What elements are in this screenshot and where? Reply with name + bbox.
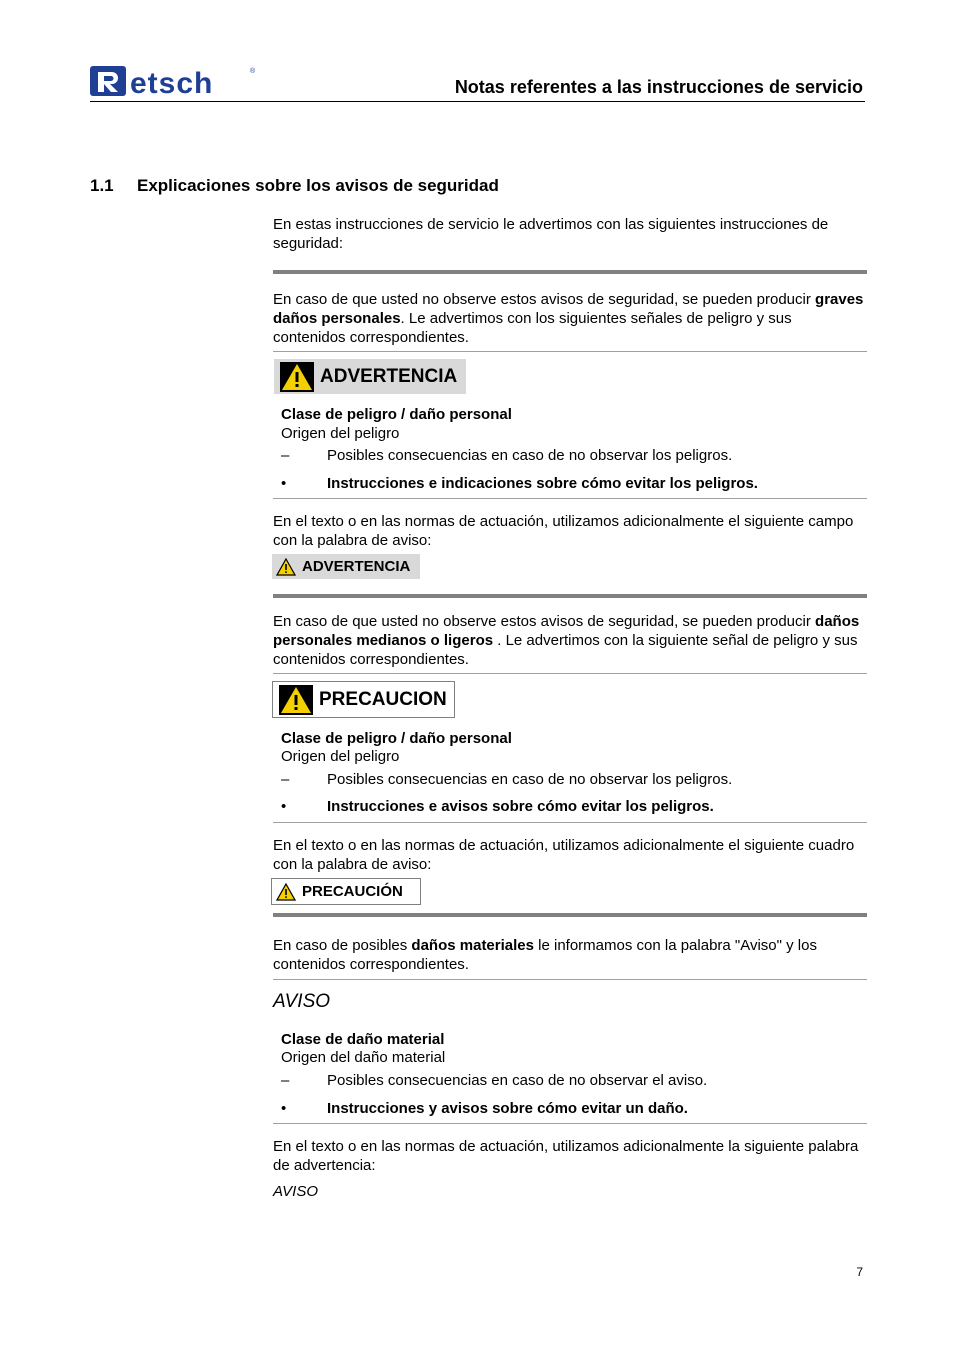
notice-label: AVISO [273, 991, 331, 1012]
warning-intro: En caso de que usted no observe estos avisos de seguridad, se pueden producir graves daños personales. Le advertimos con los siguientes señales de peligro y sus contenidos correspondientes. [273, 291, 864, 346]
warning-origin-label: Origen del peligro [281, 425, 400, 442]
warning-instruction: Instrucciones e indicaciones sobre cómo evitar los peligros. [327, 475, 758, 492]
intro-paragraph: En estas instrucciones de servicio le advertimos con las siguientes instrucciones de seguridad: [273, 216, 829, 252]
dash-marker: – [281, 1072, 290, 1089]
notice-intro: En caso de posibles daños materiales le informamos con la palabra "Aviso" y los contenidos correspondientes. [273, 937, 817, 973]
header-title: Notas referentes a las instrucciones de servicio [454, 77, 863, 97]
warning-badge [274, 359, 466, 394]
notice-class-label: Clase de daño material [281, 1031, 445, 1048]
dash-marker: – [281, 771, 290, 788]
warning-consequence: Posibles consecuencias en caso de no observar los peligros. [327, 447, 733, 464]
bullet-marker: • [281, 475, 287, 492]
bullet-marker: • [281, 798, 287, 815]
page-number: 7 [856, 1265, 863, 1279]
svg-text:®: ® [250, 68, 256, 75]
dash-marker: – [281, 447, 290, 464]
caution-field-text: En el texto o en las normas de actuación, utilizamos adicionalmente el siguiente cuadro con la palabra de aviso: [273, 837, 855, 873]
warning-badge-label: ADVERTENCIA [320, 365, 458, 387]
caution-badge [272, 681, 455, 718]
warning-class-label: Clase de peligro / daño personal [281, 406, 512, 423]
divider-thin [273, 498, 867, 499]
retsch-logo [90, 62, 258, 100]
caution-small-badge [271, 878, 421, 905]
divider-thick [273, 594, 867, 598]
caution-class-label: Clase de peligro / daño personal [281, 730, 512, 747]
notice-small-label: AVISO [273, 1183, 319, 1200]
bullet-marker: • [281, 1100, 287, 1117]
warning-small-badge-label: ADVERTENCIA [302, 558, 411, 575]
divider-thick [273, 270, 867, 274]
svg-text:etsch: etsch [130, 67, 214, 100]
caution-consequence: Posibles consecuencias en caso de no observar los peligros. [327, 771, 733, 788]
divider-thin [273, 673, 867, 674]
warning-triangle-icon [276, 558, 296, 576]
warning-triangle-icon [276, 883, 296, 901]
divider-thin [273, 351, 867, 352]
caution-origin-label: Origen del peligro [281, 748, 400, 765]
warning-triangle-icon [280, 362, 314, 392]
divider-thin [273, 979, 867, 980]
section-title: Explicaciones sobre los avisos de seguridad [137, 176, 499, 195]
section-heading [90, 176, 499, 196]
notice-origin-label: Origen del daño material [281, 1049, 446, 1066]
notice-instruction: Instrucciones y avisos sobre cómo evitar un daño. [327, 1100, 688, 1117]
caution-instruction: Instrucciones e avisos sobre cómo evitar los peligros. [327, 798, 714, 815]
warning-triangle-icon [279, 685, 313, 715]
caution-intro: En caso de que usted no observe estos avisos de seguridad, se pueden producir daños personales medianos o ligeros . Le advertimos con la siguiente señal de peligro y sus contenidos correspondientes. [273, 613, 860, 668]
divider-thick [273, 913, 867, 917]
notice-consequence: Posibles consecuencias en caso de no observar el aviso. [327, 1072, 708, 1089]
warning-small-badge [272, 554, 420, 579]
divider-thin [273, 1123, 867, 1124]
warning-field-text: En el texto o en las normas de actuación, utilizamos adicionalmente el siguiente campo con la palabra de aviso: [273, 513, 854, 549]
caution-badge-label: PRECAUCION [319, 688, 447, 710]
section-number: 1.1 [90, 176, 114, 195]
caution-small-badge-label: PRECAUCIÓN [302, 883, 403, 900]
header-rule [90, 101, 865, 102]
divider-thin [273, 822, 867, 823]
notice-field-text: En el texto o en las normas de actuación, utilizamos adicionalmente la siguiente palabra de advertencia: [273, 1138, 859, 1174]
